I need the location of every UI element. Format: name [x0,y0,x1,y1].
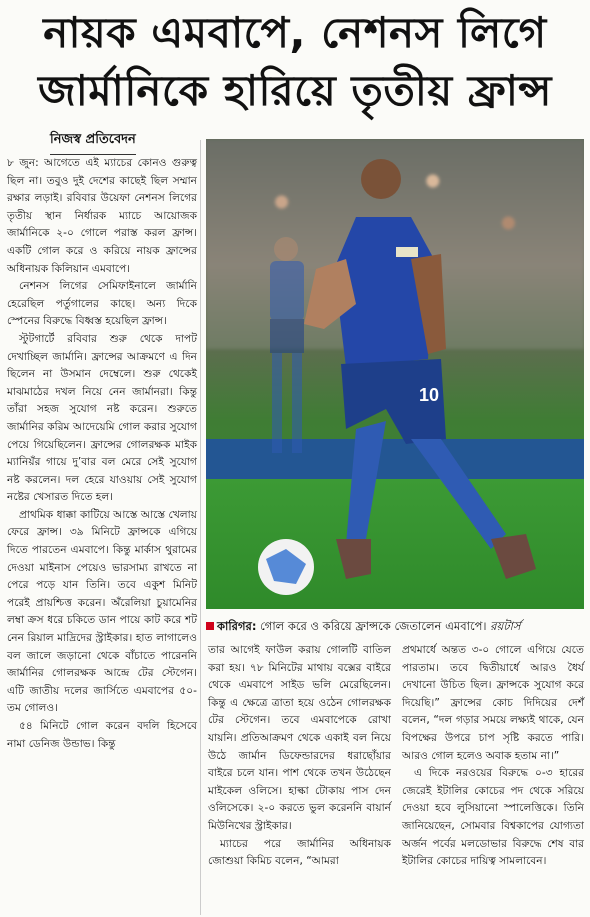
article-column-3 [402,642,584,871]
paragraph: প্রথমার্ধে অন্তত ৩-০ গোলে এগিয়ে যেতে পারতাম। তবে দ্বিতীয়ার্ধে আরও ধৈর্য দেখানো উচিত ছিল। ফ্রান্সকে সুযোগ করে দিয়েছি।” ফ্রান্সের কোচ দিদিয়ের দেশঁ বলেন, “দল গড়ার সময়ে লক্ষ্যই থাকে, যেন বিপক্ষের উপরে চাপ সৃষ্টি করতে পারি। আরও গোল হলেও অবাক হতাম না।” [402,644,584,762]
paragraph: প্রাথমিক ধাক্কা কাটিয়ে আস্তে আস্তে খেলায় ফেরে ফ্রান্স। ৩৯ মিনিটে ফ্রান্সকে এগিয়ে দিতে পারতেন এমবাপে। কিন্তু মার্কাস থুরামের দেওয়া মাইনাস পেয়েও ভারসাম্য রাখতে না পেরে পড়ে যান তিনি। তবে একুশ মিনিট পরেই প্রায়শ্চিত্ত করেন। অঁরেলিয়া চুয়ামেনির লম্বা ক্রস ধরে চকিতে ডান পায়ে কাট করে শট নেন রিয়াল মাদ্রিদের স্ট্রাইকার। হাত লাগালেও বল জালে জড়ানো থেকে বাঁচাতে পারেননি জার্মানির গোলরক্ষক আন্দ্রে টের স্টেগেন। এটি জাতীয় দলের জার্সিতে এমবাপের ৫০-তম গোলও। [7,508,197,715]
caption-marker [206,622,214,630]
paragraph: এ দিকে নরওয়ের বিরুদ্ধে ০-৩ হারের জেরেই ইটালির কোচের পদ থেকে সরিয়ে দেওয়া হবে লুসিয়ানো স্পালেত্তিকে। তিনি জানিয়েছেন, সোমবার বিশ্বকাপের যোগ্যতা অর্জন পর্বের মলডোভার বিরুদ্ধে শেষ বার ইটালির কোচের দায়িত্ব সামলাবেন। [402,767,584,868]
headline [0,0,590,124]
paragraph: স্টুটগার্টে রবিবার শুরু থেকে দাপট দেখাচ্ছিল জার্মানি। ফ্রান্সের আক্রমণে এ দিন ছিলেন না উসমান দেম্বেলে। শুরু থেকেই মাঝমাঠের দখল নিয়ে নেন জার্মানরা। কিন্তু তাঁরা সহজ সুযোগ নষ্ট করেন। শুরুতে জার্মানির করিম আদেয়েমি গোল করার সুযোগ পেয়ে গিয়েছিলেন। ফ্রান্সের গোলরক্ষক মাইক ম্যানিয়ঁর গায়ে দু’বার বল মেরে সেই সুযোগ নষ্ট করলেন। দল হেরে যাওয়ায় সেই সুযোগ নষ্টের খেসারত দিতে হল। [7,332,197,504]
headline-line-1: নায়ক এমবাপে, নেশনস লিগে [43,8,547,57]
paragraph: তার আগেই ফাউল করায় গোলটি বাতিল করা হয়। ৭৮ মিনিটের মাথায় বক্সের বাইরে থেকে এমবাপে সাইড ভলি মেরেছিলেন। কিন্তু এ ক্ষেত্রে ত্রাতা হয়ে ওঠেন গোলরক্ষক টের স্টেগেন। তবে এমবাপেকে রোখা যায়নি। প্রতিআক্রমণ থেকে একাই বল নিয়ে উঠে জার্মান ডিফেন্ডারদের ধরাছোঁয়ার বাইরে চলে যান। পাশ থেকে তখন উঠেছেন মাইকেল ওলিসে। হাল্কা টোকায় পাস দেন ওলিসেকে। ২-০ করতে ভুল করেননি বায়ার্ন মিউনিখের স্ট্রাইকার। [208,644,391,832]
caption-label: কারিগর: [217,619,257,633]
column-divider [200,140,201,915]
photo-credit: রয়টার্স [486,619,521,633]
player-illustration [206,139,584,609]
article-column-1 [7,155,197,753]
headline-line-2: জার্মানিকে হারিয়ে তৃতীয় ফ্রান্স [38,66,552,115]
caption-text: গোল করে ও করিয়ে ফ্রান্সকে জেতালেন এমবাপে। [256,619,487,633]
news-photo [206,139,584,609]
paragraph: ৮ জুন: আগেতে এই ম্যাচের কোনও গুরুত্ব ছিল না। তবুও দুই দেশের কাছেই ছিল সম্মান রক্ষার লড়াই। রবিবার উয়েফা নেশনস লিগের তৃতীয় স্থান নির্ধারক ম্যাচে আয়োজক জার্মানিকে ২-০ গোলে পরাস্ত করল ফ্রান্স। একটি গোল করে ও করিয়ে নায়ক ফ্রান্সের অধিনায়ক কিলিয়ান এমবাপে। [7,157,197,275]
paragraph: নেশনস লিগের সেমিফাইনালে জার্মানি হেরেছিল পর্তুগালের কাছে। অন্য দিকে স্পেনের বিরুদ্ধে বিধ্বস্ত হয়েছিল ফ্রান্স। [7,280,197,328]
paragraph: ম্যাচের পরে জার্মানির অধিনায়ক জোশুয়া কিমিচ বলেন, “আমরা [208,837,391,868]
jersey-number: 10 [419,385,440,405]
photo-caption [206,618,586,634]
paragraph: ৫৪ মিনিটে গোল করেন বদলি হিসেবে নামা ডেনিজ উন্ডাভ। কিন্তু [7,720,197,750]
article-column-2 [208,642,391,871]
byline: নিজস্ব প্রতিবেদন [50,130,136,155]
